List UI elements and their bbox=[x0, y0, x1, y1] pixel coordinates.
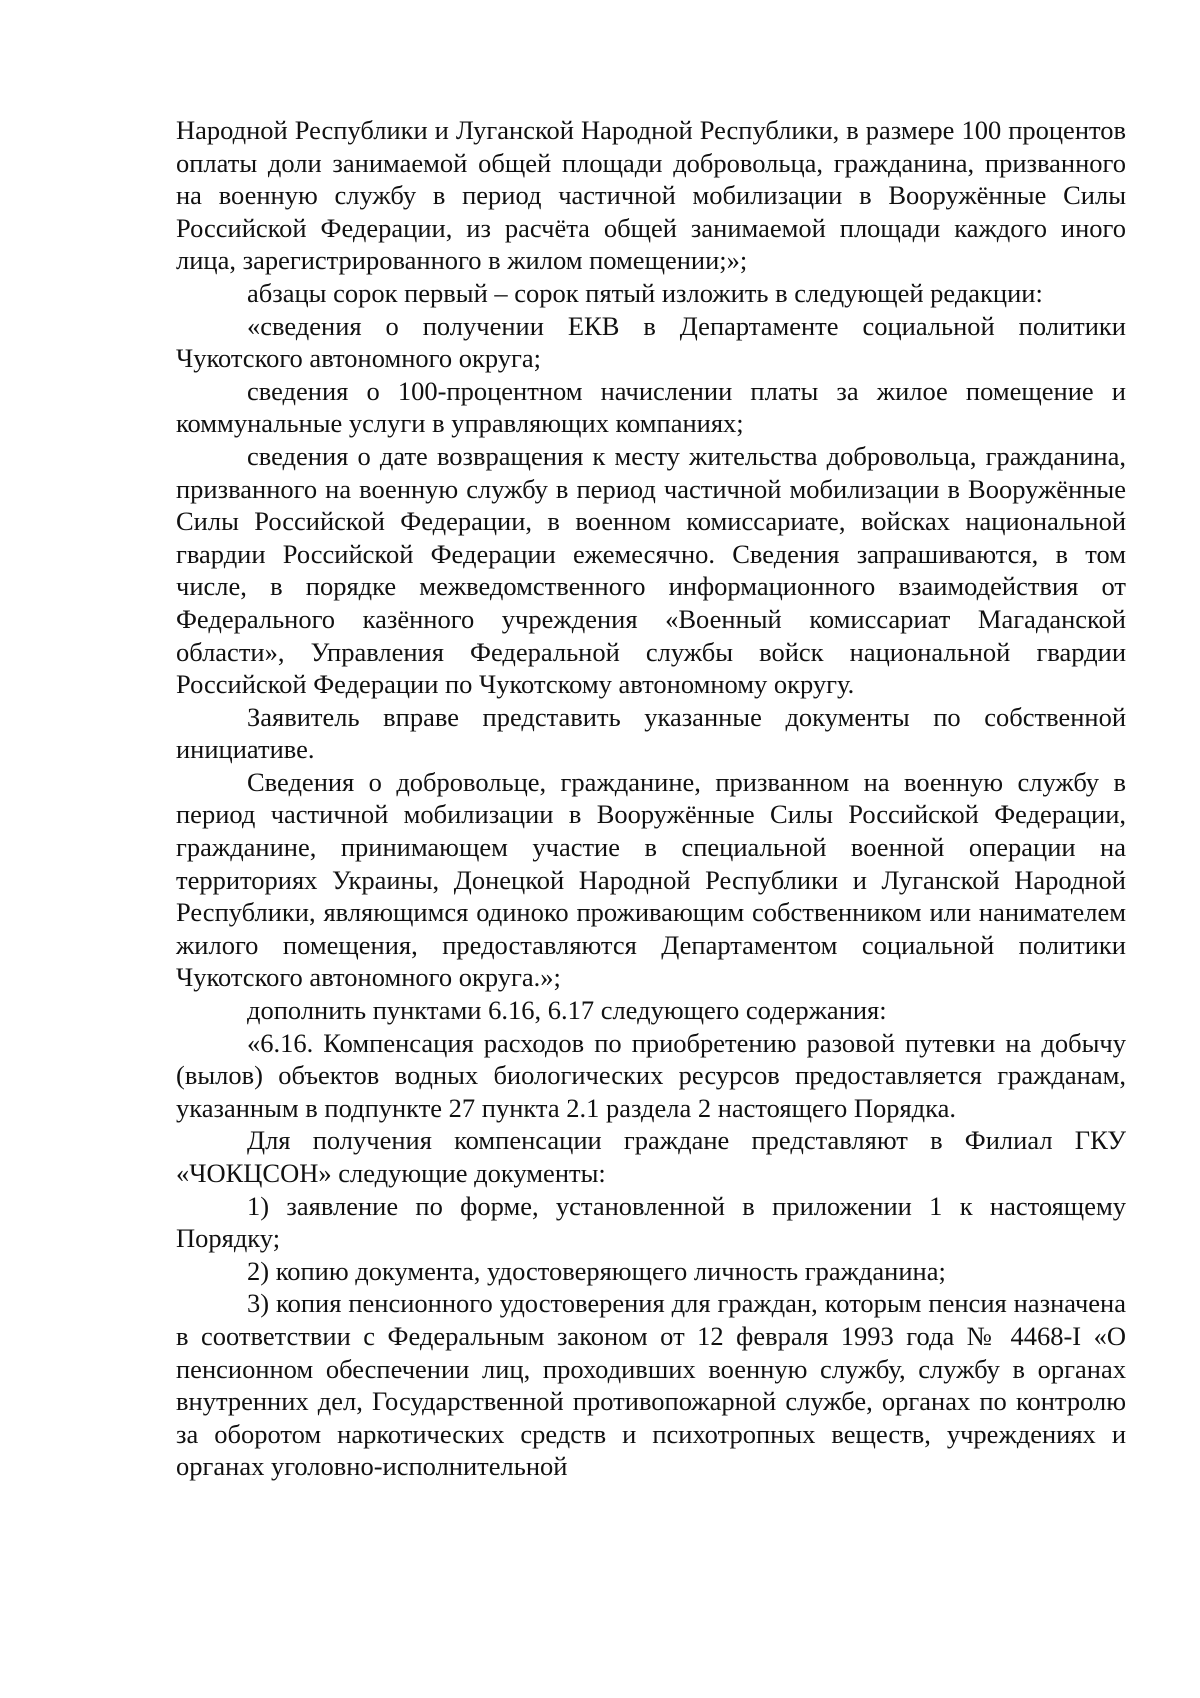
document-body bbox=[176, 114, 1126, 1483]
list-item-2: 2) копию документа, удостоверяющего личность гражданина; bbox=[247, 1255, 946, 1286]
paragraph-applicant-right: Заявитель вправе представить указанные документы по собственной инициативе. bbox=[176, 701, 1126, 765]
paragraph-volunteer-info: Сведения о добровольце, гражданине, призванном на военную службу в период частичной мобилизации в Вооружённые Силы Российской Федерации, гражданине, принимающем участие в специальной военной операции на территориях Украины, Донецкой Народной Республики и Луганской Народной Республики, являющимся одиноко проживающим собственником или нанимателем жилого помещения, предоставляются Департаментом социальной политики Чукотского автономного округа.»; bbox=[176, 766, 1126, 993]
list-item-3: 3) копия пенсионного удостоверения для граждан, которым пенсия назначена в соответствии с Федеральным законом от 12 февраля 1993 года № 4468-I «О пенсионном обеспечении лиц, проходивших военную службу, службу в органах внутренних дел, Государственной противопожарной службе, органах по контролю за оборотом наркотических средств и психотропных веществ, учреждениях и органах уголовно-исполнительной bbox=[176, 1288, 1126, 1482]
list-item-1: 1) заявление по форме, установленной в приложении 1 к настоящему Порядку; bbox=[176, 1190, 1126, 1254]
paragraph-6-16: «6.16. Компенсация расходов по приобретению разовой путевки на добычу (вылов) объектов водных биологических ресурсов предоставляется гражданам, указанным в подпункте 27 пункта 2.1 раздела 2 настоящего Порядка. bbox=[176, 1027, 1126, 1123]
paragraph-add-points: дополнить пунктами 6.16, 6.17 следующего содержания: bbox=[247, 995, 887, 1026]
paragraph-documents-intro: Для получения компенсации граждане представляют в Филиал ГКУ «ЧОКЦСОН» следующие документы: bbox=[176, 1125, 1126, 1188]
paragraph-payment-info: сведения о 100-процентном начислении платы за жилое помещение и коммунальные услуги в управляющих компаниях; bbox=[176, 375, 1126, 439]
paragraph-continuation: Народной Республики и Луганской Народной Республики, в размере 100 процентов оплаты доли занимаемой общей площади добровольца, гражданина, призванного на военную службу в период частичной мобилизации в Вооружённые Силы Российской Федерации, из расчёта общей занимаемой площади каждого иного лица, зарегистрированного в жилом помещении;»; bbox=[176, 115, 1126, 276]
paragraph-ekv-info: «сведения о получении ЕКВ в Департаменте социальной политики Чукотского автономного округа; bbox=[176, 310, 1126, 374]
paragraph-return-date-info: сведения о дате возвращения к месту жительства добровольца, гражданина, призванного на военную службу в период частичной мобилизации в Вооружённые Силы Российской Федерации, в военном комиссариате, войсках национальной гвардии Российской Федерации ежемесячно. Сведения запрашиваются, в том числе, в порядке межведомственного информационного взаимодействия от Федерального казённого учреждения «Военный комиссариат Магаданской области», Управления Федеральной службы войск национальной гвардии Российской Федерации по Чукотскому автономному округу. bbox=[176, 440, 1126, 700]
paragraph-amendment-intro: абзацы сорок первый – сорок пятый изложить в следующей редакции: bbox=[247, 277, 1043, 308]
